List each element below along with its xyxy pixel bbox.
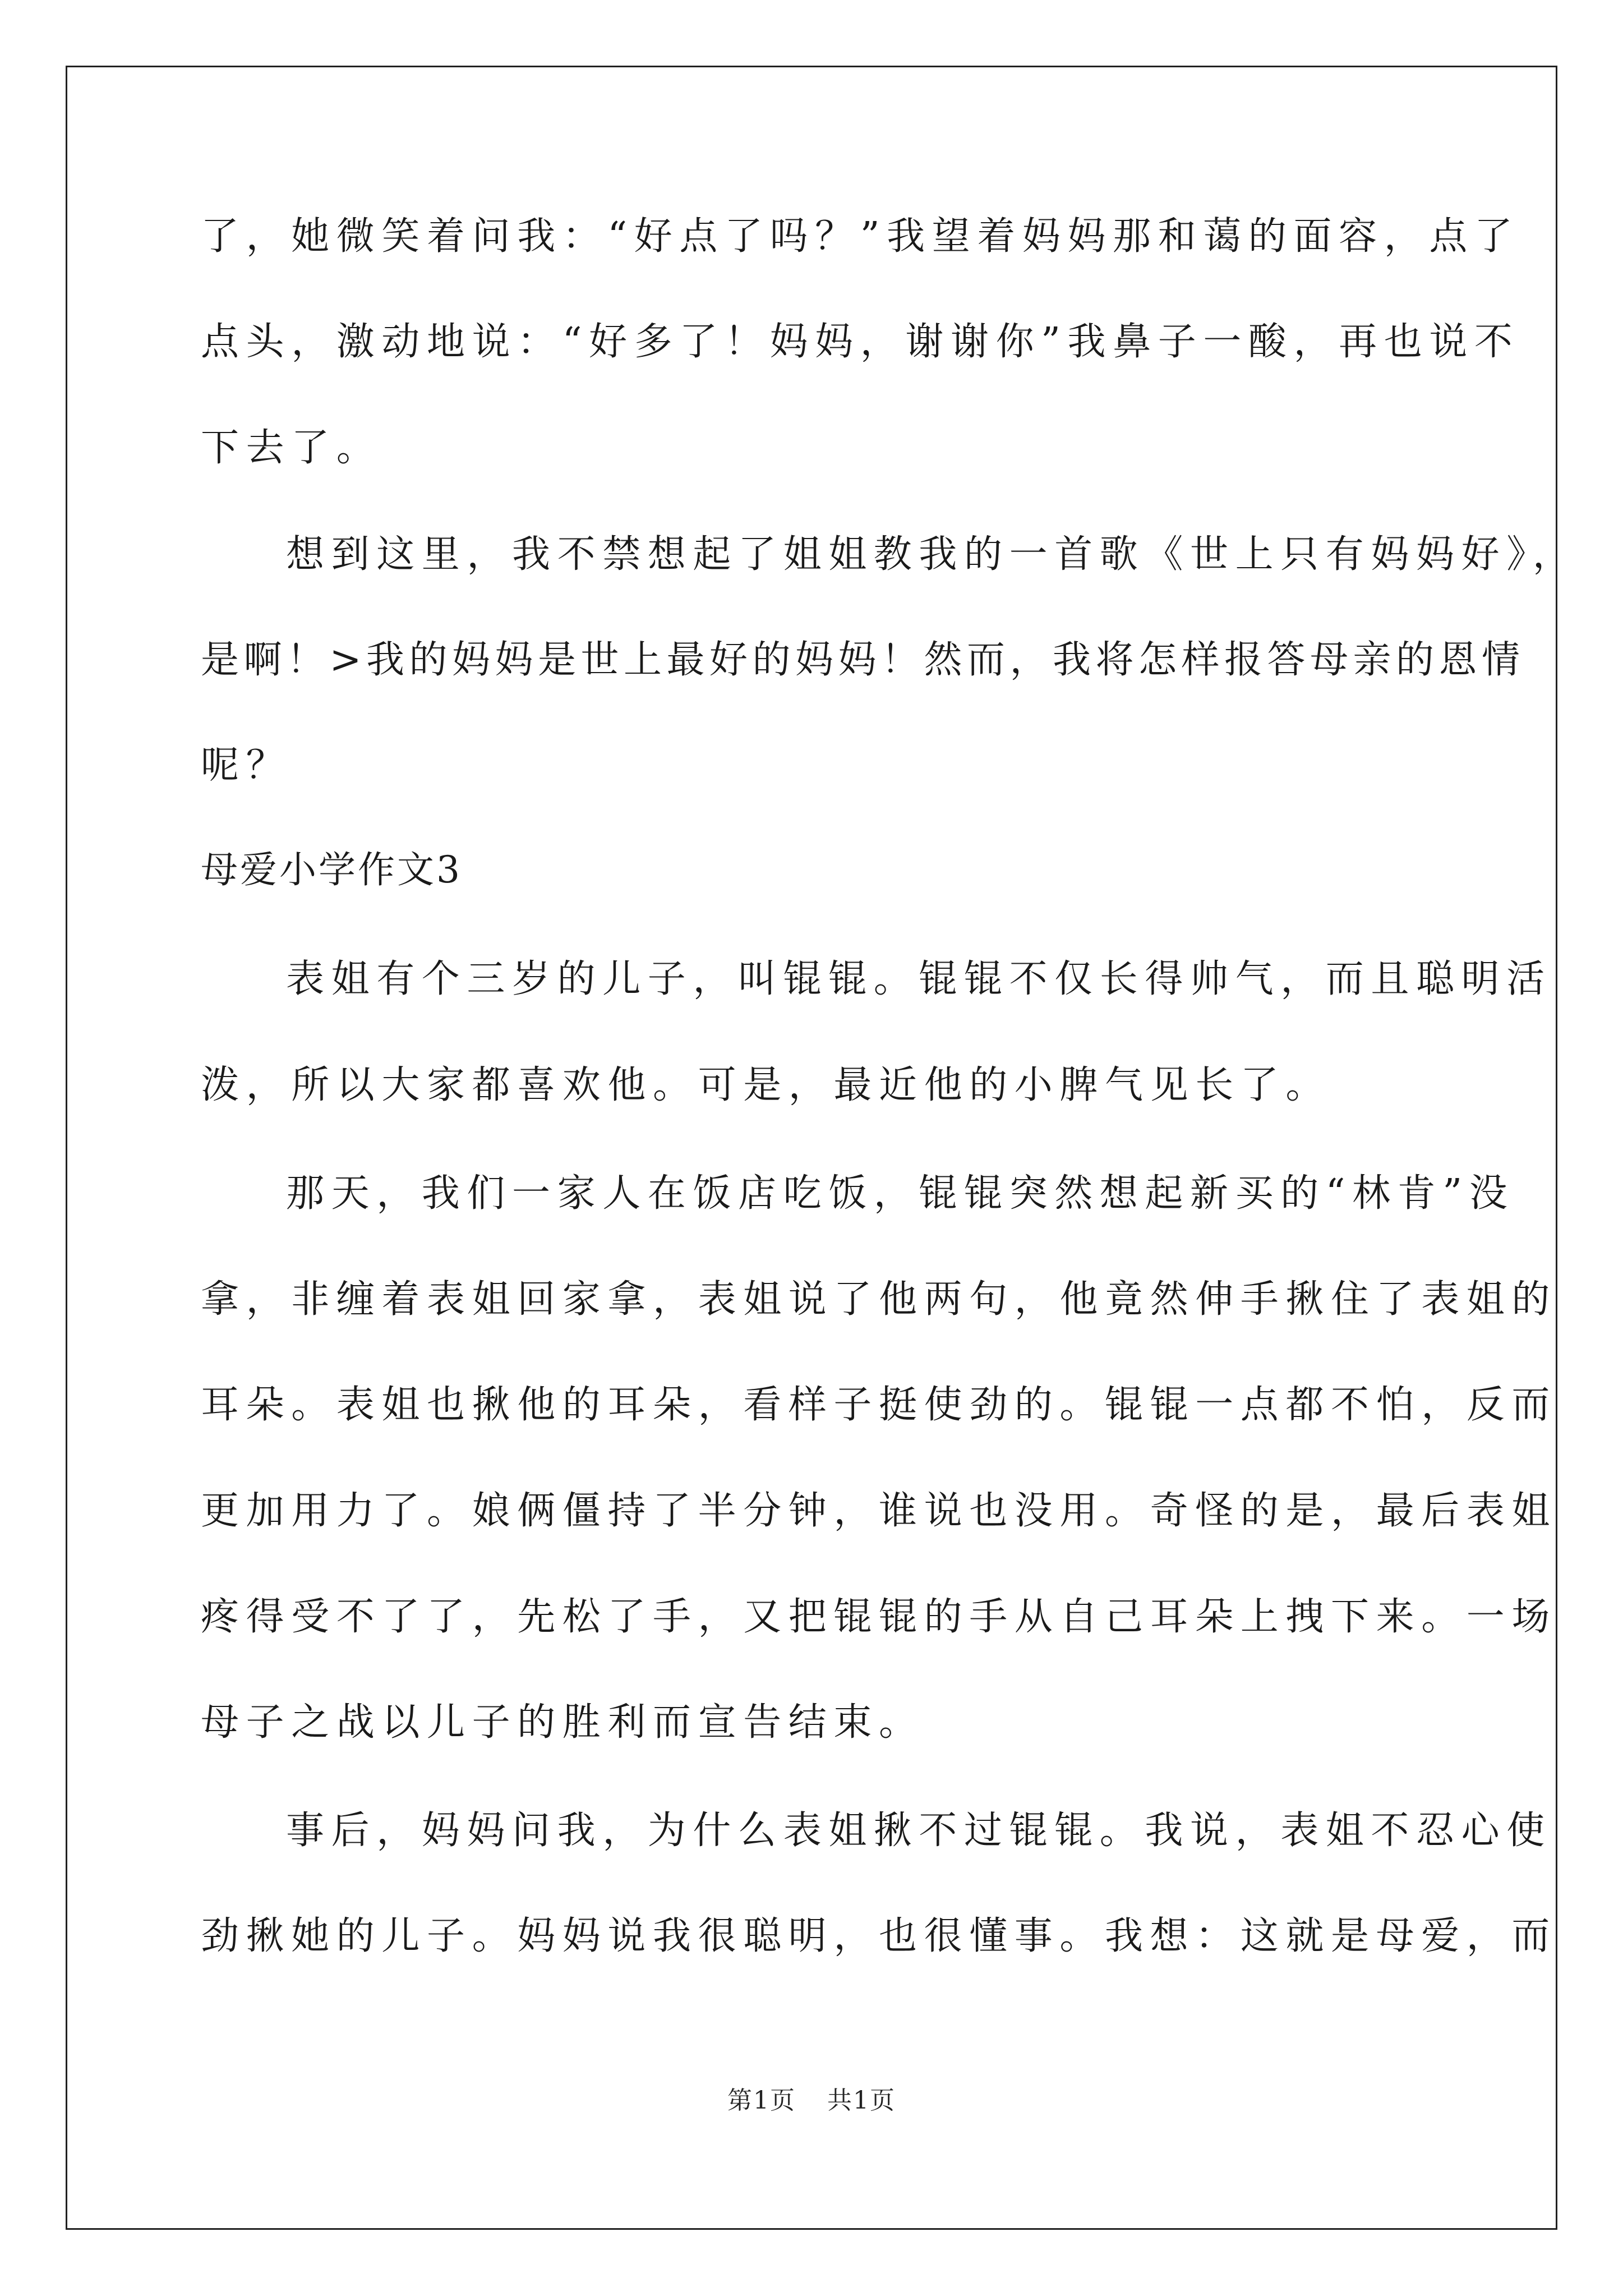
page-total: 共1页: [827, 2086, 896, 2115]
paragraph-start-line: 事后，妈妈问我，为什么表姐揪不过锟锟。我说，表姐不忍心使: [286, 1809, 1552, 1853]
text-line: 泼，所以大家都喜欢他。可是，最近他的小脾气见长了。: [201, 1063, 1331, 1107]
text-line: 下去了。: [201, 426, 382, 470]
text-line: 耳朵。表姐也揪他的耳朵，看样子挺使劲的。锟锟一点都不怕，反而: [201, 1383, 1557, 1427]
text-line: 是啊！>我的妈妈是世上最好的妈妈！然而，我将怎样报答母亲的恩情: [201, 638, 1525, 682]
text-line: 点头，激动地说：“好多了！妈妈，谢谢你”我鼻子一酸，再也说不: [201, 320, 1520, 364]
document-body: [201, 214, 1578, 1958]
paragraph-start-line: 表姐有个三岁的儿子，叫锟锟。锟锟不仅长得帅气，而且聪明活: [286, 957, 1552, 1001]
text-line: 疼得受不了了，先松了手，又把锟锟的手从自己耳朵上拽下来。一场: [201, 1595, 1557, 1639]
text-line: 拿，非缠着表姐回家拿，表姐说了他两句，他竟然伸手揪住了表姐的: [201, 1277, 1557, 1322]
text-line: 劲揪她的儿子。妈妈说我很聪明，也很懂事。我想：这就是母爱，而: [201, 1914, 1557, 1958]
text-line: 更加用力了。娘俩僵持了半分钟，谁说也没用。奇怪的是，最后表姐: [201, 1489, 1557, 1533]
text-line: 母子之战以儿子的胜利而宣告结束。: [201, 1700, 924, 1745]
text-line: 呢？: [201, 743, 292, 788]
paragraph-start-line: 那天，我们一家人在饭店吃饭，锟锟突然想起新买的“林肯”没: [286, 1171, 1515, 1216]
text-line: 了，她微笑着问我：“好点了吗？”我望着妈妈那和蔼的面容，点了: [201, 214, 1520, 259]
paragraph-start-line: 想到这里，我不禁想起了姐姐教我的一首歌《世上只有妈妈好》，: [286, 532, 1578, 577]
page-footer: [0, 2088, 1623, 2113]
section-heading: 母爱小学作文3: [201, 848, 462, 891]
page-number: 第1页: [727, 2086, 796, 2115]
